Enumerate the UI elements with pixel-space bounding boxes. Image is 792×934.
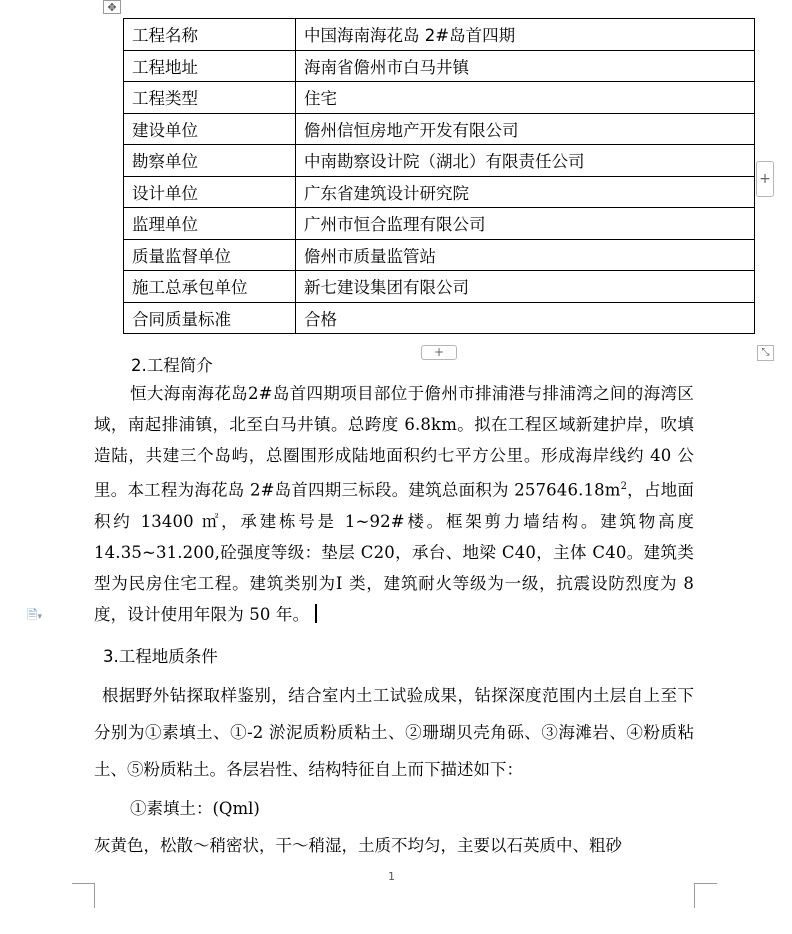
section-2-heading: 2.工程简介 (131, 356, 213, 375)
section-3-heading: 3.工程地质条件 (103, 647, 218, 666)
table-key-cell[interactable]: 工程类型 (124, 82, 296, 114)
table-value-cell[interactable]: 合格 (296, 302, 755, 334)
table-key-cell[interactable]: 监理单位 (124, 208, 296, 240)
table-row (124, 82, 755, 114)
table-value-cell[interactable]: 广东省建筑设计研究院 (296, 176, 755, 208)
document-icon[interactable]: 🗎▾ (27, 608, 42, 623)
superscript-2: 2 (620, 481, 628, 492)
table-key-cell[interactable]: 质量监督单位 (124, 239, 296, 271)
add-column-plus-icon[interactable]: + (756, 161, 774, 197)
table-value-cell[interactable]: 中国海南海花岛 2#岛首四期 (296, 19, 755, 51)
table-value-cell[interactable]: 住宅 (296, 82, 755, 114)
section-2-paragraph[interactable] (94, 378, 694, 630)
table-row (124, 19, 755, 51)
section-2-text-a: 恒大海南海花岛2#岛首四期项目部位于儋州市排浦港与排浦湾之间的海湾区域，南起排浦镇，北至白马井镇。总跨度 6.8km。拟在工程区域新建护岸，吹填造陆，共建三个岛屿，总圈围形成陆地面积约七平方公里。形成海岸线约 40 公里。本工程为海花岛 2#岛首四期三标段。建筑总面积为 257646.18m (94, 384, 694, 500)
table-row (124, 208, 755, 240)
table-key-cell[interactable]: 合同质量标准 (124, 302, 296, 334)
table-row (124, 145, 755, 177)
table-row (124, 239, 755, 271)
table-resize-icon[interactable]: ⤡ (757, 345, 774, 361)
page-number: 1 (388, 870, 395, 883)
section-2-text-b: ，占地面积约 13400 ㎡，承建栋号是 1~92#楼。框架剪力墙结构。建筑物高度 14.35~31.200,砼强度等级：垫层 C20，承台、地梁 C40，主体 C40。建筑类型为民房住宅工程。建筑类别为Ⅰ 类，建筑耐火等级为一级，抗震设防烈度为 8 度，设计使用年限为 50 年。 (94, 480, 694, 624)
table-value-cell[interactable]: 广州市恒合监理有限公司 (296, 208, 755, 240)
table-key-cell[interactable]: 工程名称 (124, 19, 296, 51)
table-value-cell[interactable]: 儋州信恒房地产开发有限公司 (296, 113, 755, 145)
table-value-cell[interactable]: 新七建设集团有限公司 (296, 271, 755, 303)
table-row (124, 271, 755, 303)
table-value-cell[interactable]: 海南省儋州市白马井镇 (296, 50, 755, 82)
project-info-table (123, 18, 755, 334)
table-value-cell[interactable]: 儋州市质量监管站 (296, 239, 755, 271)
table-value-cell[interactable]: 中南勘察设计院（湖北）有限责任公司 (296, 145, 755, 177)
table-key-cell[interactable]: 设计单位 (124, 176, 296, 208)
section-3-continuation: 灰黄色，松散～稍密状，干～稍湿，土质不均匀，主要以石英质中、粗砂 (94, 836, 622, 855)
crop-mark-bottom-left (72, 883, 95, 908)
table-key-cell[interactable]: 施工总承包单位 (124, 271, 296, 303)
table-key-cell[interactable]: 建设单位 (124, 113, 296, 145)
table-row (124, 113, 755, 145)
table-key-cell[interactable]: 勘察单位 (124, 145, 296, 177)
crop-mark-bottom-right (694, 883, 717, 908)
table-key-cell[interactable]: 工程地址 (124, 50, 296, 82)
text-cursor (315, 604, 317, 623)
table-row (124, 176, 755, 208)
section-3-paragraph[interactable]: 根据野外钻探取样鉴别，结合室内土工试验成果，钻探深度范围内土层自上至下分别为①素填土、①-2 淤泥质粉质粘土、②珊瑚贝壳角砾、③海滩岩、④粉质粘土、⑤粉质粘土。各层岩性、结构特征自上而下描述如下： (94, 686, 694, 779)
sub-heading-fill-soil: ①素填土：(Qml) (130, 799, 260, 818)
table-move-icon[interactable]: ✥ (103, 0, 121, 14)
table-row (124, 50, 755, 82)
add-row-plus-icon[interactable]: + (421, 345, 457, 360)
table-row (124, 302, 755, 334)
